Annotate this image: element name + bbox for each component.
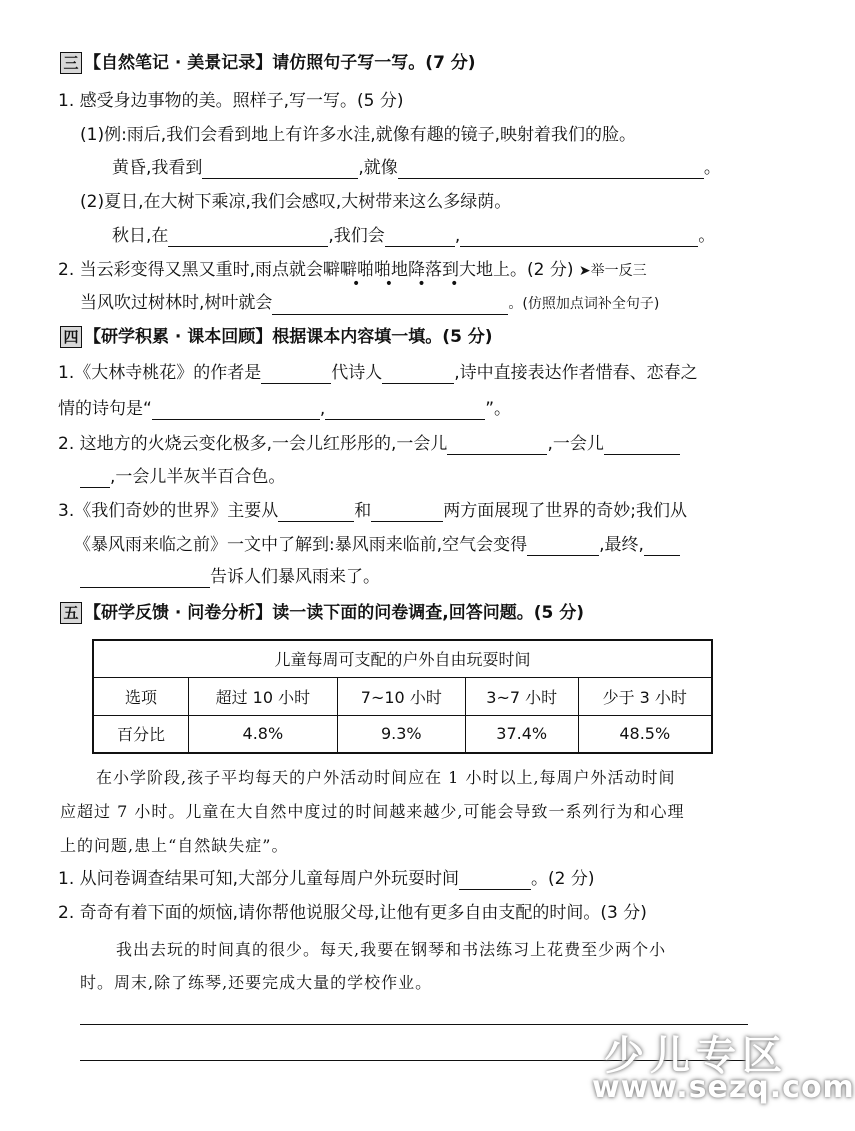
table-caption: 儿童每周可支配的户外自由玩耍时间 xyxy=(93,640,712,677)
fill-in-line: 当风吹过树林时,树叶就会 。(仿照加点词补全句子) xyxy=(80,293,660,313)
blank-input[interactable] xyxy=(272,296,508,315)
fill-in-line: 《暴风雨来临之前》一文中了解到:暴风雨来临前,空气会变得 ,最终, xyxy=(74,534,680,556)
section-number-badge: 三 xyxy=(60,52,82,74)
blank-input[interactable] xyxy=(371,503,443,522)
column-header: 少于 3 小时 xyxy=(578,677,712,715)
section-3-heading xyxy=(60,52,476,74)
section-title: 【自然笔记 · 美景记录】请仿照句子写一写。(7 分) xyxy=(84,53,476,73)
question-text: 2. 奇奇有着下面的烦恼,请你帮他说服父母,让他有更多自由支配的时间。(3 分) xyxy=(58,903,647,923)
blank-input[interactable] xyxy=(382,365,454,384)
table-cell: 9.3% xyxy=(337,715,465,753)
fill-in-line: 秋日,在 ,我们会 , 。 xyxy=(112,226,716,246)
passage-line: 在小学阶段,孩子平均每天的户外活动时间应在 1 小时以上,每周户外活动时间 xyxy=(96,768,676,787)
practice-tag: ➤举一反三 xyxy=(578,263,647,279)
table-row xyxy=(93,677,712,715)
column-header: 3~7 小时 xyxy=(465,677,578,715)
blank-input[interactable] xyxy=(202,160,358,179)
section-5-heading xyxy=(60,602,584,624)
table-cell: 4.8% xyxy=(189,715,338,753)
row-header: 百分比 xyxy=(93,715,189,753)
sub-question-text: (2)夏日,在大树下乘凉,我们会感叹,大树带来这么多绿荫。 xyxy=(80,192,512,212)
section-title: 【研学反馈 · 问卷分析】读一读下面的问卷调查,回答问题。(5 分) xyxy=(84,603,585,623)
emphasis-dots: • • • • xyxy=(352,276,469,292)
section-number-badge: 五 xyxy=(60,602,82,624)
fill-in-line: 2. 这地方的火烧云变化极多,一会儿红彤彤的,一会儿 ,一会儿 xyxy=(58,433,680,455)
section-number-badge: 四 xyxy=(60,326,82,348)
fill-in-line: 黄昏,我看到 ,就像 。 xyxy=(112,158,721,178)
blank-input[interactable] xyxy=(644,537,680,556)
blank-input[interactable] xyxy=(447,436,547,455)
blank-input[interactable] xyxy=(398,160,704,179)
row-header: 选项 xyxy=(93,677,189,715)
blank-input[interactable] xyxy=(278,503,354,522)
column-header: 7~10 小时 xyxy=(337,677,465,715)
watermark-logo-text: 少儿专区 xyxy=(604,1033,788,1079)
essay-line: 我出去玩的时间真的很少。每天,我要在钢琴和书法练习上花费至少两个小 xyxy=(116,940,667,959)
section-4-heading xyxy=(60,326,493,348)
fill-in-line: 告诉人们暴风雨来了。 xyxy=(80,566,380,588)
blank-input[interactable] xyxy=(152,401,320,420)
essay-line: 时。周末,除了练琴,还要完成大量的学校作业。 xyxy=(80,973,433,992)
table-row xyxy=(93,715,712,753)
fill-in-line: 3.《我们奇妙的世界》主要从 和 两方面展现了世界的奇妙;我们从 xyxy=(58,501,687,521)
fill-in-line: ,一会儿半灰半百合色。 xyxy=(80,466,285,488)
example-sentence: (1)例:雨后,我们会看到地上有许多水洼,就像有趣的镜子,映射着我们的脸。 xyxy=(80,125,637,145)
blank-input[interactable] xyxy=(168,228,328,247)
question-text: 2. 当云彩变得又黑又重时,雨点就会噼噼啪啪地降落到大地上。(2 分) ➤举一反三 xyxy=(58,260,647,280)
question-text: 1. 感受身边事物的美。照样子,写一写。(5 分) xyxy=(58,91,404,111)
passage-line: 应超过 7 小时。儿童在大自然中度过的时间越来越少,可能会导致一系列行为和心理 xyxy=(60,802,685,821)
fill-in-line: 1.《大林寺桃花》的作者是 代诗人 ,诗中直接表达作者惜春、恋春之 xyxy=(58,363,698,383)
section-title: 【研学积累 · 课本回顾】根据课本内容填一填。(5 分) xyxy=(84,327,493,347)
blank-input[interactable] xyxy=(261,365,331,384)
column-header: 超过 10 小时 xyxy=(189,677,338,715)
blank-input[interactable] xyxy=(385,228,455,247)
blank-input[interactable] xyxy=(80,569,210,588)
fill-in-line: 1. 从问卷调查结果可知,大部分儿童每周户外玩耍时间 。(2 分) xyxy=(58,869,595,889)
blank-input[interactable] xyxy=(325,401,485,420)
table-cell: 48.5% xyxy=(578,715,712,753)
fill-in-line: 情的诗句是“ , ”。 xyxy=(58,399,512,419)
watermark-url: www.sezq.com xyxy=(592,1070,855,1105)
table-cell: 37.4% xyxy=(465,715,578,753)
passage-line: 上的问题,患上“自然缺失症”。 xyxy=(60,836,289,855)
blank-input[interactable] xyxy=(527,537,599,556)
blank-input[interactable] xyxy=(459,871,531,890)
blank-input[interactable] xyxy=(604,436,680,455)
blank-input[interactable] xyxy=(80,469,110,488)
blank-input[interactable] xyxy=(460,228,698,247)
survey-table xyxy=(92,639,713,754)
